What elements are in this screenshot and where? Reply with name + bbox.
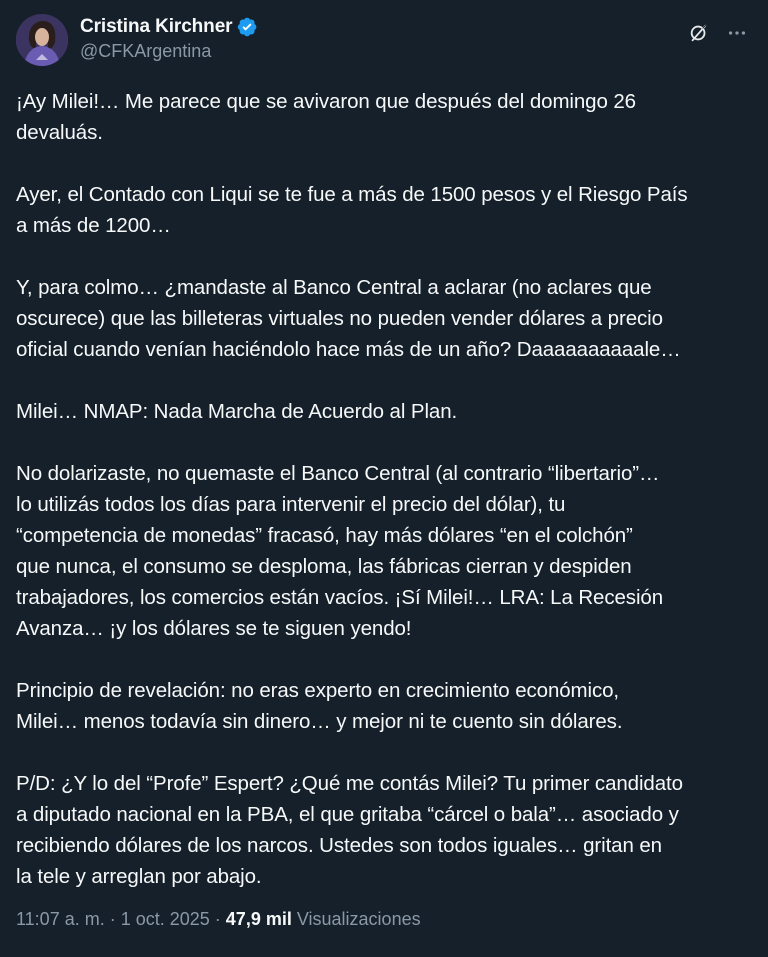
more-horizontal-icon[interactable]	[722, 18, 752, 48]
display-name[interactable]: Cristina Kirchner	[80, 16, 233, 37]
tweet-time[interactable]: 11:07 a. m.	[16, 909, 105, 929]
display-name-row	[80, 15, 258, 39]
avatar-image	[16, 14, 68, 66]
user-info	[80, 15, 258, 62]
tweet-text	[16, 86, 756, 892]
meta-separator: ·	[214, 909, 221, 929]
tweet-paragraph: ¡Ay Milei!… Me parece que se avivaron que después del domingo 26 devaluás.	[16, 90, 636, 144]
handle[interactable]: @CFKArgentina	[80, 41, 212, 61]
tweet-meta	[16, 909, 421, 930]
tweet-paragraph: Y, para colmo… ¿mandaste al Banco Central a aclarar (no aclares que oscurece) que las billeteras virtuales no pueden vender dólares a precio oficial cuando venían haciéndolo hace más de un año? Daaaaaaaaaale…	[16, 276, 681, 361]
tweet-paragraph: No dolarizaste, no quemaste el Banco Central (al contrario “libertario”… lo utilizás todos los días para intervenir el precio del dólar), tu “competencia de monedas” fracasó, hay más dólares “en el colchón” que nunca, el consumo se desploma, las fábricas cierran y despiden trabajadores, los comercios están vacíos. ¡Sí Milei!… LRA: La Recesión Avanza… ¡y los dólares se te siguen yendo!	[16, 462, 663, 640]
views-label: Visualizaciones	[296, 909, 421, 929]
tweet-paragraph: P/D: ¿Y lo del “Profe” Espert? ¿Qué me contás Milei? Tu primer candidato a diputado nacional en la PBA, el que gritaba “cárcel o bala”… asociado y recibiendo dólares de los narcos. Ustedes son todos iguales… gritan en la tele y arreglan por abajo.	[16, 772, 683, 888]
header-actions	[684, 18, 752, 48]
tweet-date[interactable]: 1 oct. 2025	[120, 909, 210, 929]
tweet-paragraph: Ayer, el Contado con Liqui se te fue a más de 1500 pesos y el Riesgo País a más de 1200…	[16, 183, 688, 237]
verified-badge-icon[interactable]	[236, 16, 258, 38]
views-count: 47,9 mil	[225, 909, 292, 929]
grok-icon[interactable]	[684, 18, 714, 48]
tweet-header	[16, 14, 752, 66]
tweet-paragraph: Milei… NMAP: Nada Marcha de Acuerdo al Plan.	[16, 400, 458, 423]
meta-separator: ·	[109, 909, 116, 929]
avatar[interactable]	[16, 14, 68, 66]
tweet-paragraph: Principio de revelación: no eras experto en crecimiento económico, Milei… menos todavía sin dinero… y mejor ni te cuento sin dólares.	[16, 679, 623, 733]
